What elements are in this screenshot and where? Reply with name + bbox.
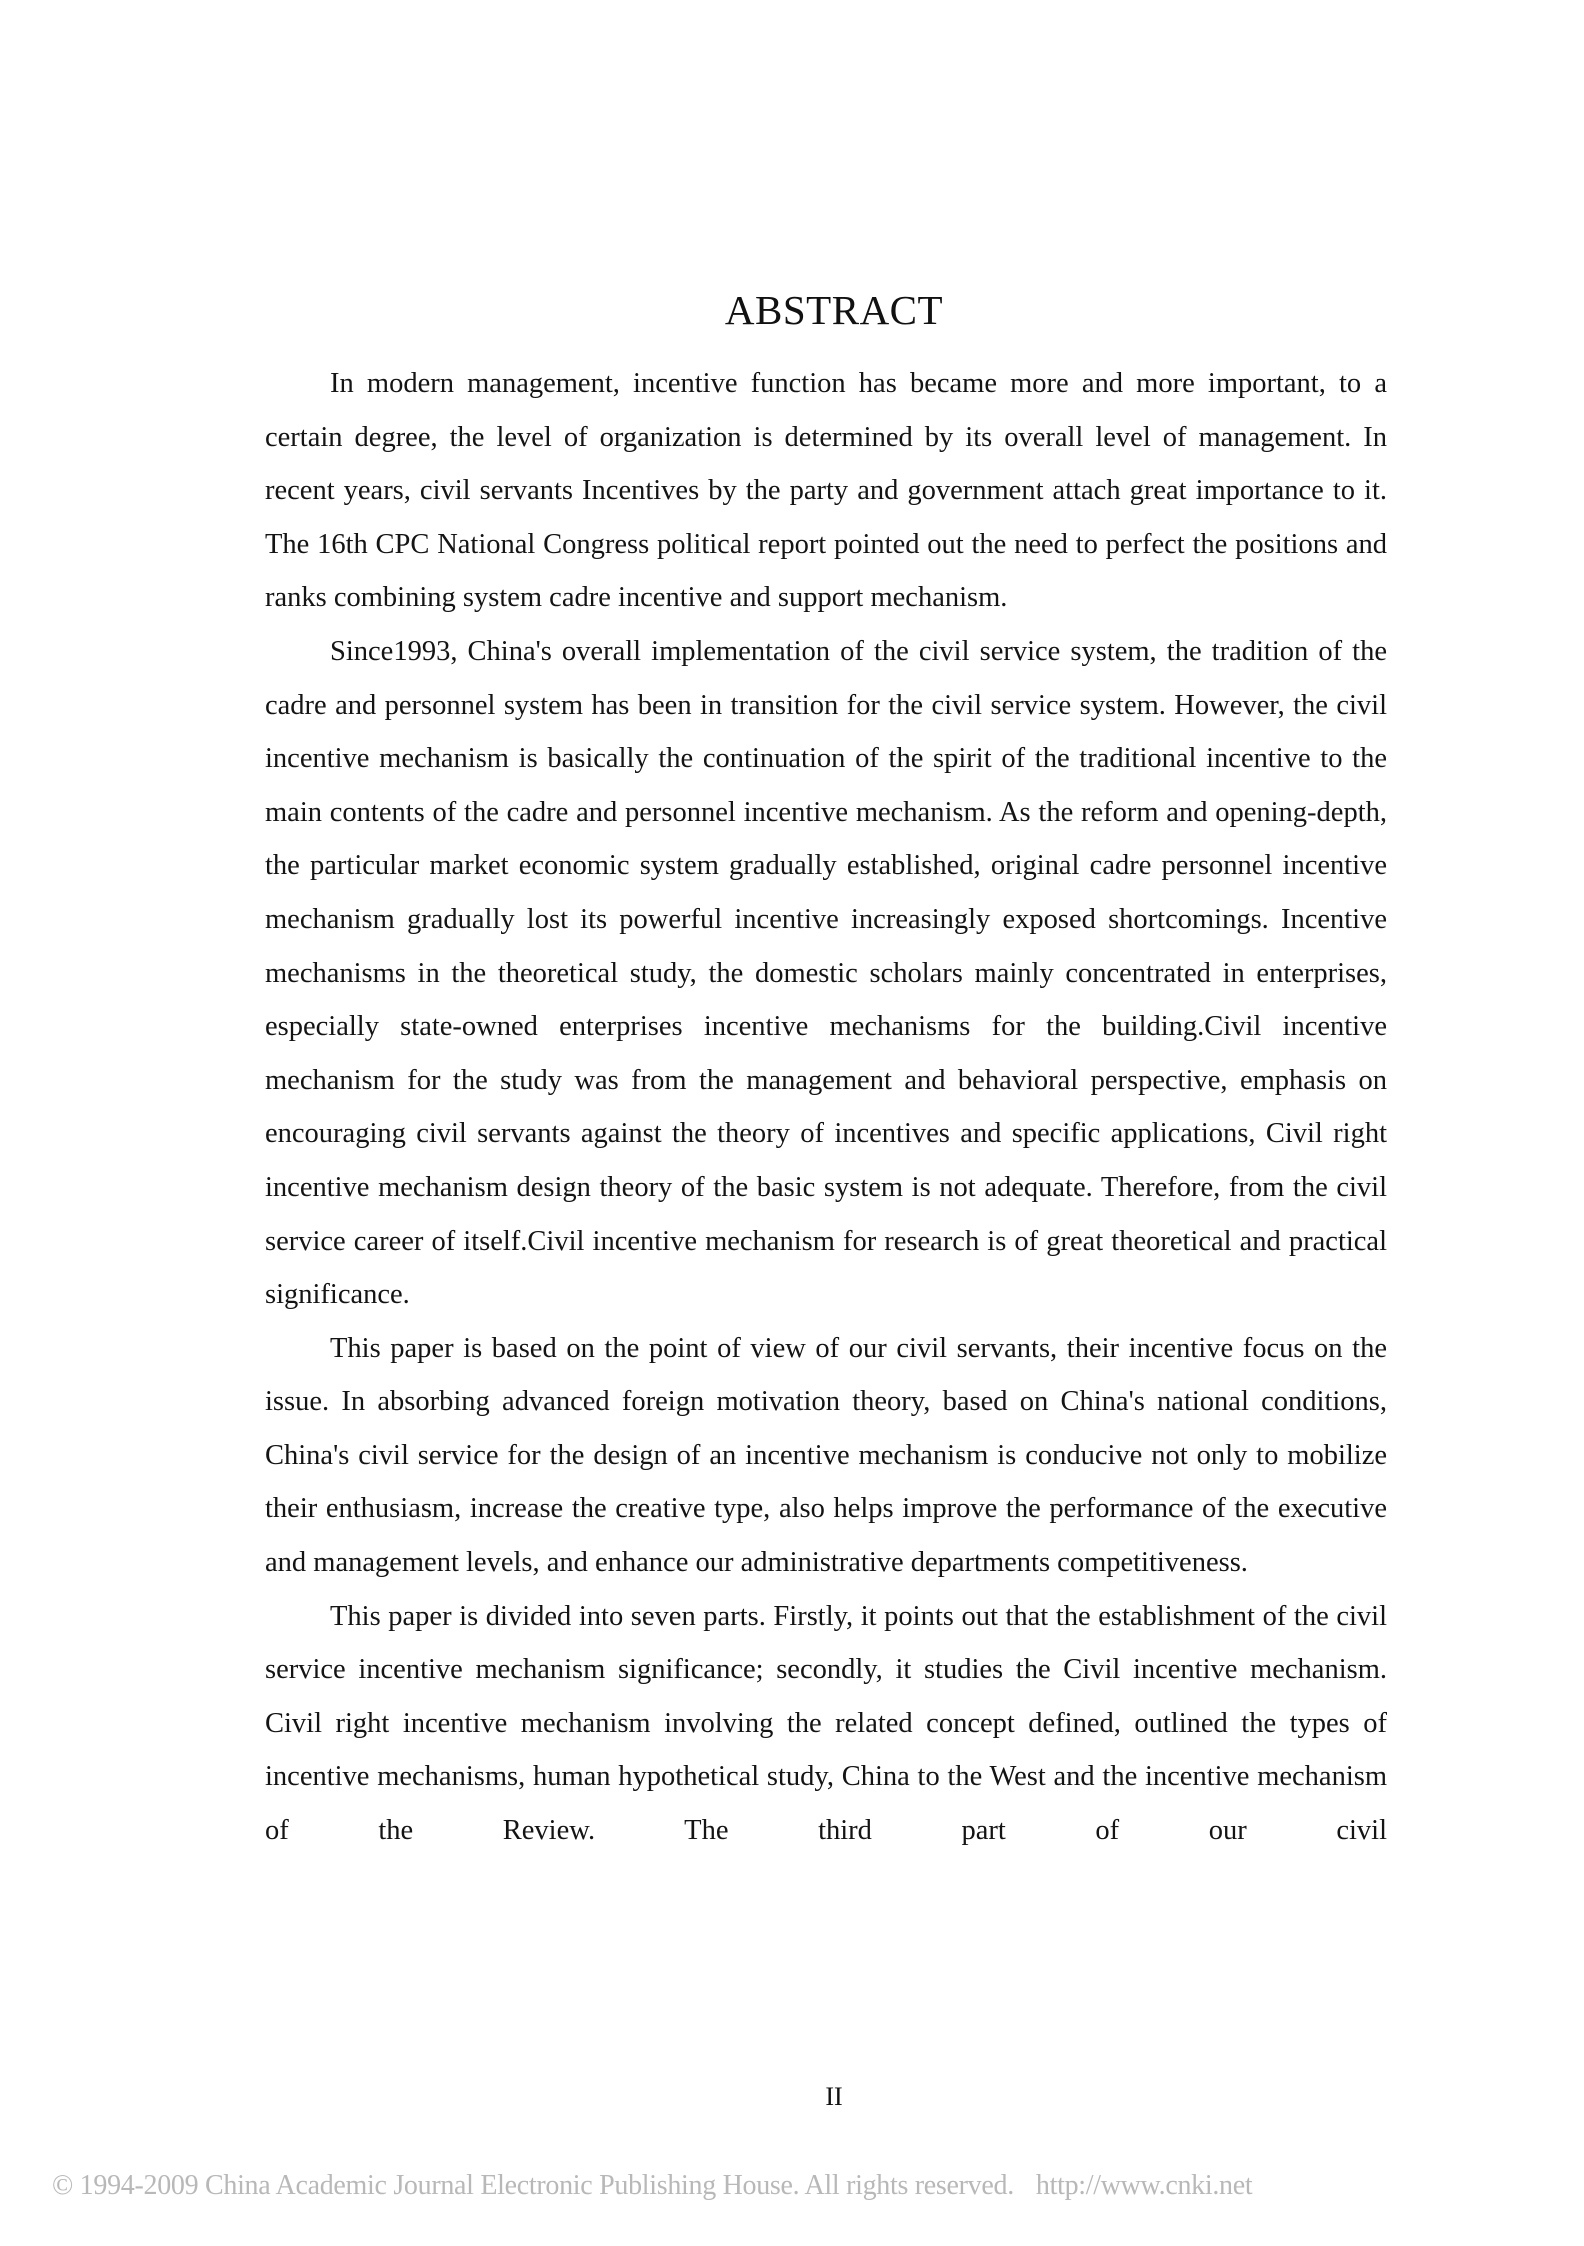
abstract-heading: ABSTRACT [724, 287, 944, 333]
copyright-footer [52, 2170, 1252, 2202]
abstract-paragraph-4: This paper is divided into seven parts. Firstly, it points out that the establishment of the civil service incentive mechanism significance; secondly, it studies the Civil incentive mechanism. Civil right incentive mechanism involving the related concept defined, outlined the types of incentive mechanisms, human hypothetical study, China to the West and the incentive mechanism of the Review. The third part of our civil [265, 1600, 1387, 1847]
abstract-paragraph-2: Since1993, China's overall implementation of the civil service system, the tradition of the cadre and personnel system has been in transition for the civil service system. However, the civil incentive mechanism is basically the continuation of the spirit of the traditional incentive to the main contents of the cadre and personnel incentive mechanism. As the reform and opening-depth, the particular market economic system gradually established, original cadre personnel incentive mechanism gradually lost its powerful incentive increasingly exposed shortcomings. Incentive mechanisms in the theoretical study, the domestic scholars mainly concentrated in enterprises, especially state-owned enterprises incentive mechanisms for the building.Civil incentive mechanism for the study was from the management and behavioral perspective, emphasis on encouraging civil servants against the theory of incentives and specific applications, Civil right incentive mechanism design theory of the basic system is not adequate. Therefore, from the civil service career of itself.Civil incentive mechanism for research is of great theoretical and practical significance. [265, 635, 1387, 1311]
page-number: II [825, 2082, 843, 2111]
abstract-body [265, 357, 1387, 1858]
abstract-paragraph-3: This paper is based on the point of view of our civil servants, their incentive focus on the issue. In absorbing advanced foreign motivation theory, based on China's national conditions, China's civil service for the design of an incentive mechanism is conducive not only to mobilize their enthusiasm, increase the creative type, also helps improve the performance of the executive and management levels, and enhance our administrative departments competitiveness. [265, 1332, 1387, 1579]
abstract-paragraph-1: In modern management, incentive function has became more and more important, to a certain degree, the level of organization is determined by its overall level of management. In recent years, civil servants Incentives by the party and government attach great importance to it. The 16th CPC National Congress political report pointed out the need to perfect the positions and ranks combining system cadre incentive and support mechanism. [265, 368, 1387, 614]
footer-url-link[interactable]: http://www.cnki.net [1035, 2170, 1253, 2201]
copyright-text: © 1994-2009 China Academic Journal Electronic Publishing House. All rights reserved. [52, 2170, 1014, 2201]
